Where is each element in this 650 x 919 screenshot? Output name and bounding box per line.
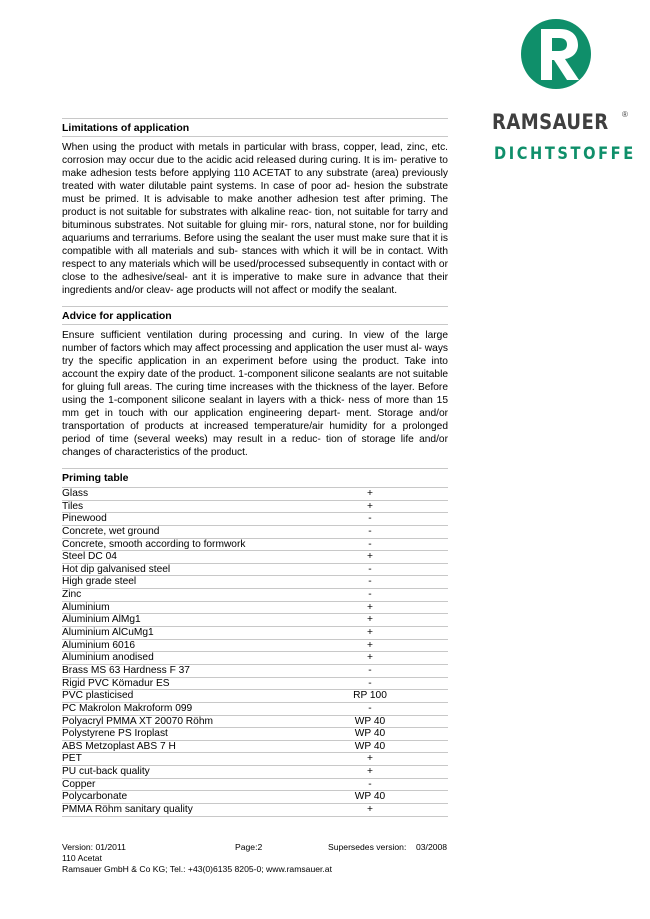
table-row: [62, 740, 448, 753]
primer-value-cell: RP 100: [353, 690, 387, 702]
primer-value-cell: +: [367, 766, 373, 778]
table-row: [62, 664, 448, 677]
table-row: [62, 613, 448, 626]
material-cell: High grade steel: [62, 576, 137, 588]
logo-subtitle: DICHTSTOFFE: [494, 144, 636, 164]
material-cell: Steel DC 04: [62, 551, 117, 563]
material-cell: PVC plasticised: [62, 690, 134, 702]
text-line: Ensure sufficient ventilation during processing and curing. In view of the large: [62, 330, 448, 341]
material-cell: PU cut-back quality: [62, 766, 150, 778]
primer-value-cell: +: [367, 627, 373, 639]
advice-text: [62, 329, 448, 459]
footer-supersedes-value: 03/2008: [416, 842, 448, 852]
material-cell: Glass: [62, 488, 89, 499]
text-line: When using the product with metals in particular with brass, copper, lead, zinc,: [62, 142, 428, 153]
material-cell: Polycarbonate: [62, 791, 128, 803]
text-line: stances with which it will be in contact. With respect to any materials which will: [62, 246, 448, 270]
text-line: sealant the user must make sure that it is compatible with all materials and sub-: [62, 233, 448, 257]
priming-table: [62, 487, 448, 817]
footer-supersedes-label: Supersedes version:: [328, 842, 407, 852]
text-line: (area) previously treated with water dilutable paint systems. In case of poor ad-: [62, 168, 448, 192]
text-line: tion, not suitable for tarry and bituminous substrates. Not suitable for gluing mir-: [62, 207, 448, 231]
table-row: [62, 575, 448, 588]
text-line: hesion the substrate must be primed. It is advisable to make another adhesion: [62, 181, 448, 205]
table-row: [62, 626, 448, 639]
text-line: test after priming. The product is not suitable for substrates with alkaline reac-: [62, 194, 448, 218]
table-row: [62, 765, 448, 778]
text-line: number of factors which may affect processing and application the user must al-: [62, 343, 422, 354]
material-cell: Hot dip galvanised steel: [62, 563, 171, 575]
primer-value-cell: -: [368, 576, 372, 588]
priming-table-heading: Priming table: [62, 468, 448, 487]
limitations-text: [62, 141, 448, 297]
primer-value-cell: -: [368, 525, 372, 537]
primer-value-cell: +: [367, 753, 373, 765]
table-row: [62, 588, 448, 601]
limitations-heading: Limitations of application: [62, 118, 448, 137]
table-row: [62, 651, 448, 664]
table-row: [62, 538, 448, 551]
material-cell: Aluminium AlCuMg1: [62, 627, 154, 639]
primer-value-cell: +: [367, 551, 373, 563]
primer-value-cell: +: [367, 500, 373, 512]
registered-mark: ®: [622, 110, 628, 119]
table-row: [62, 500, 448, 513]
material-cell: Rigid PVC Kömadur ES: [62, 677, 170, 689]
table-row: [62, 487, 448, 500]
material-cell: ABS Metzoplast ABS 7 H: [62, 740, 176, 752]
primer-value-cell: WP 40: [354, 740, 386, 752]
text-line: age products will not affect or modify the sealant.: [176, 285, 398, 296]
advice-section: [62, 306, 448, 459]
table-row: [62, 512, 448, 525]
table-row: [62, 752, 448, 765]
text-line: rors, natural stone, nor for building aquariums and terrariums. Before using the: [62, 220, 448, 244]
primer-value-cell: -: [368, 664, 372, 676]
ramsauer-r-logo-icon: [520, 18, 592, 90]
footer-page-number: Page:2: [235, 842, 263, 852]
text-line: perative to make adhesion tests before applying 110 ACETAT to any substrate: [62, 155, 448, 179]
primer-value-cell: -: [368, 677, 372, 689]
table-row: [62, 778, 448, 791]
text-line: not suitable for gluing full areas. The curing time increases with the thickness of: [62, 369, 448, 393]
table-row: [62, 803, 448, 817]
primer-value-cell: -: [368, 702, 372, 714]
text-line: ness of more than 15 mm get in touch with our application engineering depart-: [62, 395, 448, 419]
material-cell: Aluminium: [62, 601, 110, 613]
primer-value-cell: +: [367, 639, 373, 651]
page-footer: [62, 842, 448, 875]
table-row: [62, 702, 448, 715]
material-cell: Aluminium anodised: [62, 652, 154, 664]
material-cell: Concrete, wet ground: [62, 525, 160, 537]
limitations-section: [62, 118, 448, 297]
table-row: [62, 790, 448, 803]
material-cell: Polyacryl PMMA XT 20070 Röhm: [62, 715, 213, 727]
material-cell: Concrete, smooth according to formwork: [62, 538, 246, 550]
table-row: [62, 727, 448, 740]
logo-wordmark: RAMSAUER: [492, 110, 609, 134]
footer-version: Version: 01/2011: [62, 842, 126, 852]
primer-value-cell: -: [368, 563, 372, 575]
primer-value-cell: -: [368, 589, 372, 601]
text-line: humidity for a prolonged period of time (several weeks) may result in a reduc-: [62, 421, 448, 445]
text-line: etc. corrosion may occur due to the acidic acid released during curing. It is im-: [62, 142, 448, 166]
advice-heading: Advice for application: [62, 306, 448, 325]
text-line: ant it is imperative to make sure in advance that their ingredients and/or cleav-: [62, 272, 448, 296]
text-line: ways try the specific application in an experiment before using the product. Take: [62, 343, 449, 367]
primer-value-cell: +: [367, 488, 373, 499]
text-line: into account the expiry date of the product. 1-component silicone sealants are: [62, 356, 448, 380]
table-row: [62, 563, 448, 576]
material-cell: PMMA Röhm sanitary quality: [62, 804, 193, 816]
table-row: [62, 639, 448, 652]
material-cell: Pinewood: [62, 513, 107, 525]
material-cell: Brass MS 63 Hardness F 37: [62, 664, 190, 676]
material-cell: Tiles: [62, 500, 84, 512]
primer-value-cell: +: [367, 601, 373, 613]
table-row: [62, 601, 448, 614]
text-line: the layer. Before using the 1-component silicone sealant in layers with a thick-: [62, 382, 448, 406]
material-cell: Zinc: [62, 589, 82, 601]
text-line: tion of storage life and/or changes of characteristics of the product.: [62, 434, 448, 458]
primer-value-cell: +: [367, 652, 373, 664]
table-row: [62, 715, 448, 728]
table-row: [62, 677, 448, 690]
primer-value-cell: WP 40: [354, 728, 386, 740]
footer-product: 110 Acetat: [62, 853, 102, 863]
text-line: be used/processed subsequently in contact with or close to the adhesive/seal-: [62, 259, 448, 283]
table-row: [62, 525, 448, 538]
material-cell: Polystyrene PS Iroplast: [62, 728, 168, 740]
material-cell: PC Makrolon Makroform 099: [62, 702, 193, 714]
primer-value-cell: +: [367, 804, 373, 816]
material-cell: Aluminium AlMg1: [62, 614, 141, 626]
material-cell: PET: [62, 753, 82, 765]
primer-value-cell: -: [368, 538, 372, 550]
table-row: [62, 689, 448, 702]
primer-value-cell: WP 40: [354, 791, 386, 803]
text-line: ment. Storage and/or transportation of products at increased temperature/air: [62, 408, 448, 432]
primer-value-cell: WP 40: [354, 715, 386, 727]
table-row: [62, 550, 448, 563]
material-cell: Aluminium 6016: [62, 639, 136, 651]
footer-company: Ramsauer GmbH & Co KG; Tel.: +43(0)6135 8205-0; www.ramsauer.at: [62, 864, 332, 874]
primer-value-cell: +: [367, 614, 373, 626]
material-cell: Copper: [62, 778, 96, 790]
primer-value-cell: -: [368, 778, 372, 790]
primer-value-cell: -: [368, 513, 372, 525]
